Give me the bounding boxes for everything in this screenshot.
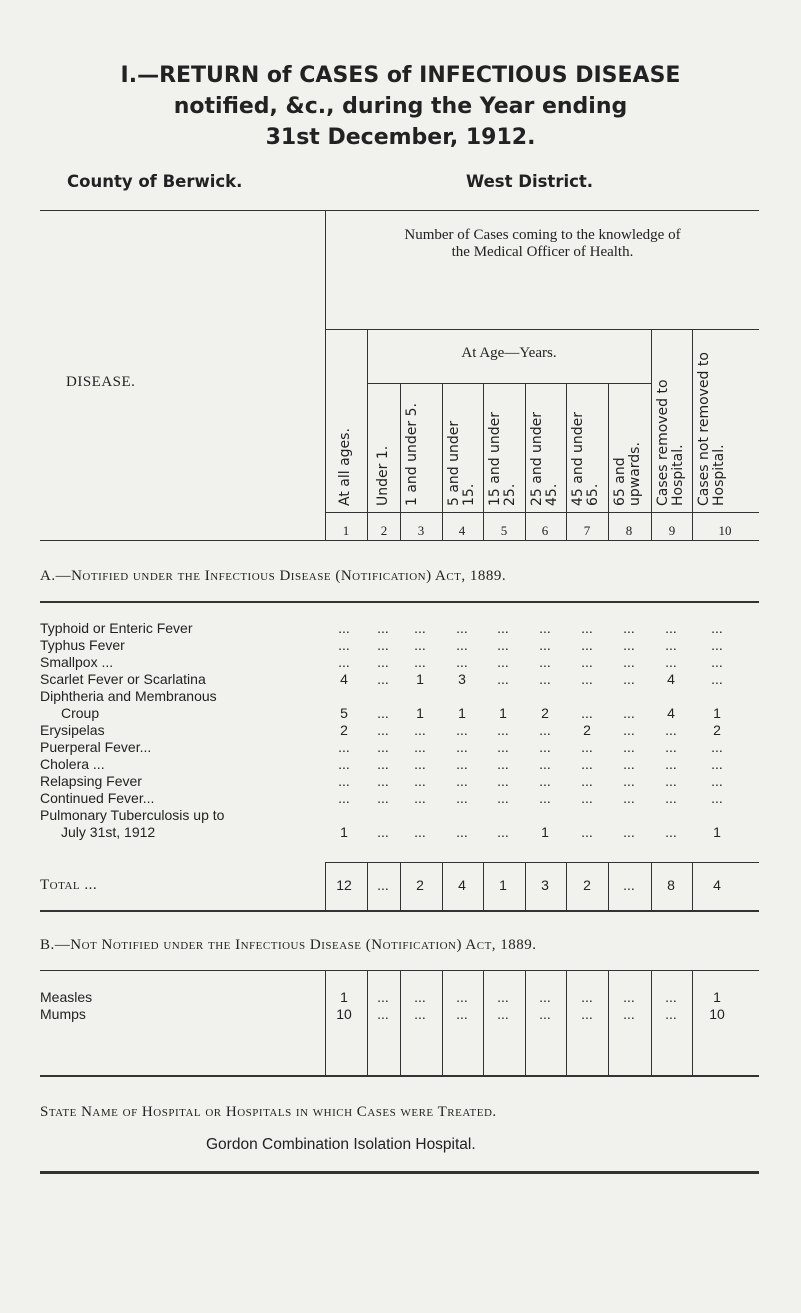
table-cell: ... xyxy=(456,637,468,653)
table-cell: ... xyxy=(581,637,593,653)
table-cell: ... xyxy=(377,824,389,840)
table-cell: ... xyxy=(377,989,389,1005)
table-cell: ... xyxy=(338,637,350,653)
table-cell: ... xyxy=(711,637,723,653)
table-cell: ... xyxy=(377,637,389,653)
table-cell: ... xyxy=(497,671,509,687)
col-divider xyxy=(442,970,443,1075)
table-cell: ... xyxy=(665,1006,677,1022)
row-label-continuation: Croup xyxy=(61,705,100,721)
table-cell: 3 xyxy=(458,671,466,687)
row-label: Smallpox ... xyxy=(40,654,114,670)
col-divider xyxy=(400,970,401,1075)
table-cell: ... xyxy=(623,1006,635,1022)
col-header-5-under-15 xyxy=(447,396,477,506)
col-header-45-under-65 xyxy=(571,396,601,506)
table-cell: 1 xyxy=(499,877,507,893)
table-cell: ... xyxy=(581,790,593,806)
table-cell: ... xyxy=(497,773,509,789)
col-divider xyxy=(525,384,526,540)
table-cell: 4 xyxy=(340,671,348,687)
table-cell: ... xyxy=(623,989,635,1005)
table-cell: ... xyxy=(539,1006,551,1022)
row-label: Erysipelas xyxy=(40,722,105,738)
col-divider xyxy=(442,862,443,910)
table-cell: ... xyxy=(414,620,426,636)
table-cell: 1 xyxy=(499,705,507,721)
cases-header-line1: Number of Cases coming to the knowledge of xyxy=(404,227,681,243)
table-cell: ... xyxy=(581,620,593,636)
table-cell: ... xyxy=(711,790,723,806)
table-cell: ... xyxy=(539,989,551,1005)
col-divider xyxy=(483,970,484,1075)
table-cell: ... xyxy=(711,620,723,636)
table-cell: ... xyxy=(456,722,468,738)
table-cell: ... xyxy=(623,877,635,893)
table-cell: ... xyxy=(414,654,426,670)
colnum-rule xyxy=(325,512,759,513)
table-cell: ... xyxy=(665,989,677,1005)
table-cell: ... xyxy=(711,773,723,789)
table-cell: ... xyxy=(711,654,723,670)
total-rule xyxy=(325,862,759,863)
section-b-title: B.—Not Notified under the Infectious Disease (Notification) Act, 1889. xyxy=(40,937,537,953)
report-year: 31st December, 1912. xyxy=(265,125,536,150)
col-header-text: 65 and upwards. xyxy=(612,442,643,506)
table-cell: ... xyxy=(338,654,350,670)
col-number: 6 xyxy=(541,523,549,538)
table-cell: ... xyxy=(581,824,593,840)
table-cell: ... xyxy=(539,654,551,670)
table-cell: ... xyxy=(665,722,677,738)
table-cell: 2 xyxy=(340,722,348,738)
col-header-text: 45 and under 65. xyxy=(570,411,601,506)
cases-header xyxy=(326,227,759,261)
table-cell: ... xyxy=(539,722,551,738)
col-number: 2 xyxy=(380,523,388,538)
col-divider xyxy=(400,384,401,540)
col-header-text: 25 and under 45. xyxy=(529,411,560,506)
table-cell: ... xyxy=(377,877,389,893)
col-number: 4 xyxy=(458,523,466,538)
table-cell: ... xyxy=(377,739,389,755)
table-cell: ... xyxy=(665,773,677,789)
table-cell: 1 xyxy=(340,989,348,1005)
table-cell: ... xyxy=(497,739,509,755)
table-cell: ... xyxy=(414,1006,426,1022)
col-header-25-under-45 xyxy=(530,396,560,506)
row-label: Puerperal Fever... xyxy=(40,739,152,755)
col-divider xyxy=(400,862,401,910)
table-cell: ... xyxy=(456,1006,468,1022)
table-cell: ... xyxy=(581,1006,593,1022)
table-cell: ... xyxy=(338,790,350,806)
table-cell: ... xyxy=(414,824,426,840)
table-cell: 8 xyxy=(667,877,675,893)
at-age-header: At Age—Years. xyxy=(461,345,557,361)
table-cell: ... xyxy=(497,989,509,1005)
table-cell: ... xyxy=(623,756,635,772)
table-cell: ... xyxy=(539,773,551,789)
row-label-continuation: July 31st, 1912 xyxy=(61,824,156,840)
section-a-title: A.—Notified under the Infectious Disease (Notification) Act, 1889. xyxy=(40,568,507,584)
county-label: County of Berwick. xyxy=(67,172,243,191)
col-header-not-removed xyxy=(697,331,727,506)
col-divider xyxy=(608,862,609,910)
row-label: Relapsing Fever xyxy=(40,773,142,789)
col-divider xyxy=(692,862,693,910)
cases-header-line2: the Medical Officer of Health. xyxy=(451,244,634,260)
table-cell: ... xyxy=(377,790,389,806)
table-cell: ... xyxy=(456,739,468,755)
hospital-heading: State Name of Hospital or Hospitals in which Cases were Treated. xyxy=(40,1104,497,1120)
table-cell: ... xyxy=(377,671,389,687)
table-cell: ... xyxy=(581,773,593,789)
table-cell: 2 xyxy=(583,877,591,893)
table-cell: ... xyxy=(414,989,426,1005)
table-cell: ... xyxy=(338,756,350,772)
col-header-removed xyxy=(656,331,686,506)
col-divider xyxy=(566,862,567,910)
table-cell: 1 xyxy=(713,824,721,840)
table-cell: ... xyxy=(497,637,509,653)
table-cell: 1 xyxy=(541,824,549,840)
table-cell: ... xyxy=(338,773,350,789)
table-cell: ... xyxy=(623,671,635,687)
col-number: 10 xyxy=(718,523,732,538)
table-cell: ... xyxy=(539,739,551,755)
col-divider xyxy=(692,970,693,1075)
report-subtitle: notified, &c., during the Year ending xyxy=(173,94,628,119)
table-cell: ... xyxy=(456,756,468,772)
table-cell: ... xyxy=(497,790,509,806)
table-cell: ... xyxy=(539,671,551,687)
table-cell: ... xyxy=(581,671,593,687)
table-cell: 1 xyxy=(713,705,721,721)
table-cell: 4 xyxy=(713,877,721,893)
table-cell: ... xyxy=(623,620,635,636)
table-cell: ... xyxy=(497,824,509,840)
table-cell: ... xyxy=(665,756,677,772)
table-cell: ... xyxy=(665,739,677,755)
table-cell: ... xyxy=(497,620,509,636)
col-divider xyxy=(367,970,368,1075)
table-cell: ... xyxy=(414,739,426,755)
table-cell: 1 xyxy=(416,671,424,687)
table-cell: ... xyxy=(623,773,635,789)
col-divider xyxy=(566,970,567,1075)
table-cell: ... xyxy=(456,773,468,789)
table-cell: ... xyxy=(623,637,635,653)
row-label: Measles xyxy=(40,989,93,1005)
table-cell: ... xyxy=(497,654,509,670)
col-divider xyxy=(525,970,526,1075)
hospital-name: Gordon Combination Isolation Hospital. xyxy=(206,1136,476,1153)
col-header-text: Cases not removed to Hospital. xyxy=(696,352,727,506)
table-cell: ... xyxy=(623,739,635,755)
col-number: 9 xyxy=(668,523,676,538)
table-cell: ... xyxy=(497,722,509,738)
table-cell: ... xyxy=(665,637,677,653)
table-cell: 1 xyxy=(416,705,424,721)
row-label: Typhus Fever xyxy=(40,637,125,653)
col-divider xyxy=(608,970,609,1075)
table-cell: ... xyxy=(711,739,723,755)
section-a-top-rule xyxy=(40,601,759,603)
table-cell: ... xyxy=(377,705,389,721)
col-divider xyxy=(442,384,443,540)
table-cell: 2 xyxy=(583,722,591,738)
header-top-rule xyxy=(40,210,759,211)
col-divider xyxy=(566,384,567,540)
table-cell: 3 xyxy=(541,877,549,893)
table-cell: ... xyxy=(581,739,593,755)
table-cell: ... xyxy=(581,989,593,1005)
table-cell: 4 xyxy=(458,877,466,893)
district-label: West District. xyxy=(466,172,594,191)
col-number: 7 xyxy=(583,523,591,538)
table-cell: ... xyxy=(623,722,635,738)
section-b-bottom-rule xyxy=(40,1075,759,1077)
col-header-under-1: Under 1. xyxy=(375,445,391,506)
table-cell: ... xyxy=(414,722,426,738)
table-cell: ... xyxy=(377,620,389,636)
table-cell: ... xyxy=(377,722,389,738)
col-divider xyxy=(525,862,526,910)
col-header-text: 5 and under 15. xyxy=(446,420,477,506)
table-cell: ... xyxy=(497,756,509,772)
table-cell: ... xyxy=(377,756,389,772)
row-label: Cholera ... xyxy=(40,756,105,772)
row-label: Total ... xyxy=(40,877,98,893)
col-divider xyxy=(692,329,693,540)
report-title: I.—RETURN of CASES of INFECTIOUS DISEASE xyxy=(120,63,681,88)
col-divider xyxy=(651,970,652,1075)
row-label: Diphtheria and Membranous xyxy=(40,688,217,704)
footer-rule xyxy=(40,1171,759,1174)
col-header-text: 15 and under 25. xyxy=(487,411,518,506)
table-cell: ... xyxy=(377,773,389,789)
col-number: 8 xyxy=(625,523,633,538)
col-header-1-under-5 xyxy=(405,396,420,506)
table-cell: ... xyxy=(377,654,389,670)
header-mid-rule xyxy=(325,329,759,330)
table-cell: ... xyxy=(711,756,723,772)
table-cell: ... xyxy=(581,705,593,721)
row-label: Mumps xyxy=(40,1006,86,1022)
table-cell: ... xyxy=(414,790,426,806)
table-cell: ... xyxy=(539,790,551,806)
row-label: Continued Fever... xyxy=(40,790,155,806)
table-cell: ... xyxy=(665,824,677,840)
col-header-65-upwards xyxy=(613,396,643,506)
col-divider xyxy=(651,862,652,910)
col-number: 5 xyxy=(500,523,508,538)
table-cell: ... xyxy=(414,756,426,772)
disease-header: DISEASE. xyxy=(66,374,136,390)
col-divider xyxy=(483,862,484,910)
col-divider xyxy=(608,384,609,540)
table-cell: 2 xyxy=(416,877,424,893)
table-cell: 4 xyxy=(667,705,675,721)
col-divider xyxy=(367,862,368,910)
col-header-15-under-25 xyxy=(488,396,518,506)
table-cell: ... xyxy=(581,654,593,670)
table-cell: ... xyxy=(497,1006,509,1022)
table-cell: ... xyxy=(414,773,426,789)
table-cell: ... xyxy=(623,705,635,721)
row-label: Pulmonary Tuberculosis up to xyxy=(40,807,225,823)
table-cell: 2 xyxy=(713,722,721,738)
table-cell: ... xyxy=(581,756,593,772)
table-cell: 10 xyxy=(336,1006,352,1022)
col-divider xyxy=(325,862,326,910)
table-cell: ... xyxy=(338,620,350,636)
table-cell: 12 xyxy=(336,877,352,893)
table-cell: ... xyxy=(623,824,635,840)
table-cell: ... xyxy=(539,620,551,636)
table-cell: ... xyxy=(623,654,635,670)
col-number: 1 xyxy=(342,523,350,538)
col-header-at-all-ages: At all ages. xyxy=(337,428,353,506)
table-cell: 1 xyxy=(713,989,721,1005)
table-cell: ... xyxy=(665,790,677,806)
table-cell: ... xyxy=(456,989,468,1005)
table-cell: 1 xyxy=(340,824,348,840)
table-cell: ... xyxy=(456,824,468,840)
row-label: Typhoid or Enteric Fever xyxy=(40,620,193,636)
table-cell: 10 xyxy=(709,1006,725,1022)
table-cell: ... xyxy=(338,739,350,755)
col-header-text: Cases removed to Hospital. xyxy=(655,379,686,506)
table-cell: ... xyxy=(665,620,677,636)
row-label: Scarlet Fever or Scarlatina xyxy=(40,671,206,687)
section-a-bottom-rule xyxy=(40,910,759,912)
table-cell: 1 xyxy=(458,705,466,721)
table-cell: 2 xyxy=(541,705,549,721)
table-cell: ... xyxy=(539,637,551,653)
col-divider xyxy=(325,970,326,1075)
header-bottom-rule xyxy=(40,540,759,541)
table-cell: 4 xyxy=(667,671,675,687)
col-divider xyxy=(483,384,484,540)
table-cell: 5 xyxy=(340,705,348,721)
table-cell: ... xyxy=(456,654,468,670)
table-cell: ... xyxy=(456,620,468,636)
table-cell: ... xyxy=(623,790,635,806)
table-cell: ... xyxy=(539,756,551,772)
table-cell: ... xyxy=(377,1006,389,1022)
table-cell: ... xyxy=(711,671,723,687)
table-cell: ... xyxy=(414,637,426,653)
table-cell: ... xyxy=(456,790,468,806)
col-divider xyxy=(651,329,652,540)
table-cell: ... xyxy=(665,654,677,670)
col-header-text: 1 and under 5. xyxy=(404,403,420,506)
col-number: 3 xyxy=(417,523,425,538)
